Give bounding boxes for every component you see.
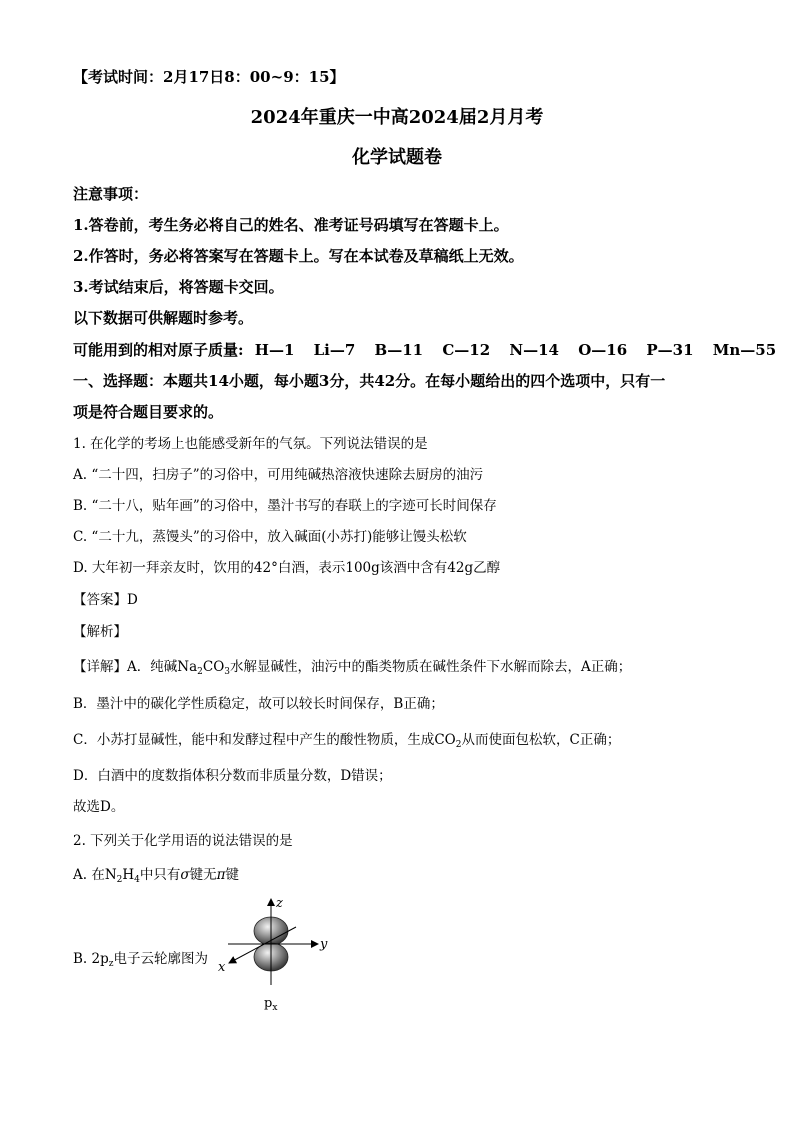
q1-stem: 1. 在化学的考场上也能感受新年的气氛。下列说法错误的是 (73, 436, 428, 452)
axis-y-label: y (320, 937, 328, 952)
atomic-mass-b: B—11 (374, 341, 424, 359)
axis-x-label: x (218, 960, 226, 975)
axis-z-label: z (276, 896, 283, 911)
note-item-3: 3.考试结束后，将答题卡交回。 (73, 278, 284, 296)
note-item-1: 1.答卷前，考生务必将自己的姓名、准考证号码填写在答题卡上。 (73, 216, 509, 234)
section1-intro-line1: 一、选择题：本题共14小题，每小题3分，共42分。在每小题给出的四个选项中，只有一 (73, 372, 666, 390)
atomic-mass-c: C—12 (442, 341, 491, 359)
exam-title: 2024年重庆一中高2024届2月月考 (250, 107, 544, 128)
atomic-mass-p: P—31 (646, 341, 694, 359)
q1-option-c: C. “二十九，蒸馒头”的习俗中，放入碱面(小苏打)能够让馒头松软 (73, 529, 467, 545)
exam-time: 【考试时间：2月17日8：00~9：15】 (73, 68, 345, 86)
atomic-mass-label: 可能用到的相对原子质量: (73, 341, 244, 359)
orbital-caption: $p_x$ (264, 996, 278, 1013)
q1-detail-a: 【详解】A．纯碱$Na_2CO_3$水解显碱性，油污中的酯类物质在碱性条件下水解而除去，A正确； (73, 659, 632, 677)
section1-intro-line2: 项是符合题目要求的。 (73, 403, 224, 421)
atomic-mass-mn: Mn—55 (712, 341, 777, 359)
q2-stem: 2. 下列关于化学用语的说法错误的是 (73, 833, 293, 849)
q1-detail-d: D．白酒中的度数指体积分数而非质量分数，D错误； (73, 768, 392, 784)
q1-conclusion: 故选D。 (73, 799, 125, 815)
atomic-mass-n: N—14 (509, 341, 559, 359)
formula-n2h4: $N_2H_4$ (104, 867, 140, 885)
q1-detail-b: B．墨汁中的碳化学性质稳定，故可以较长时间保存，B正确； (73, 696, 444, 712)
p-orbital-diagram (214, 893, 334, 1018)
atomic-mass-line (73, 339, 776, 360)
notes-heading: 注意事项： (73, 185, 149, 203)
q2-option-b: B. $2p_z$电子云轮廓图为 (73, 951, 208, 969)
q1-analysis-label: 【解析】 (73, 624, 127, 640)
q2-option-a: A. 在$N_2H_4$中只有σ键无π键 (73, 867, 239, 885)
pi-symbol: π (216, 867, 226, 883)
atomic-mass-h: H—1 (254, 341, 295, 359)
q1-detail-c: C．小苏打显碱性，能中和发酵过程中产生的酸性物质，生成$CO_2$从而使面包松软，C正确； (73, 732, 621, 750)
q1-option-a: A. “二十四，扫房子”的习俗中，可用纯碱热溶液快速除去厨房的油污 (73, 467, 484, 483)
data-reference: 以下数据可供解题时参考。 (73, 309, 254, 327)
q1-option-b: B. “二十八，贴年画”的习俗中，墨汁书写的春联上的字迹可长时间保存 (73, 498, 497, 514)
sigma-symbol: σ (180, 867, 190, 883)
q1-answer: 【答案】D (73, 592, 138, 608)
formula-na2co3: $Na_2CO_3$ (177, 659, 230, 677)
note-item-2: 2.作答时，务必将答案写在答题卡上。写在本试卷及草稿纸上无效。 (73, 247, 524, 265)
q1-option-d: D. 大年初一拜亲友时，饮用的42°白酒，表示100g该酒中含有42g乙醇 (73, 560, 501, 576)
atomic-mass-li: Li—7 (313, 341, 356, 359)
formula-co2: $CO_2$ (434, 732, 462, 750)
exam-subtitle: 化学试题卷 (352, 147, 442, 168)
atomic-mass-o: O—16 (578, 341, 628, 359)
